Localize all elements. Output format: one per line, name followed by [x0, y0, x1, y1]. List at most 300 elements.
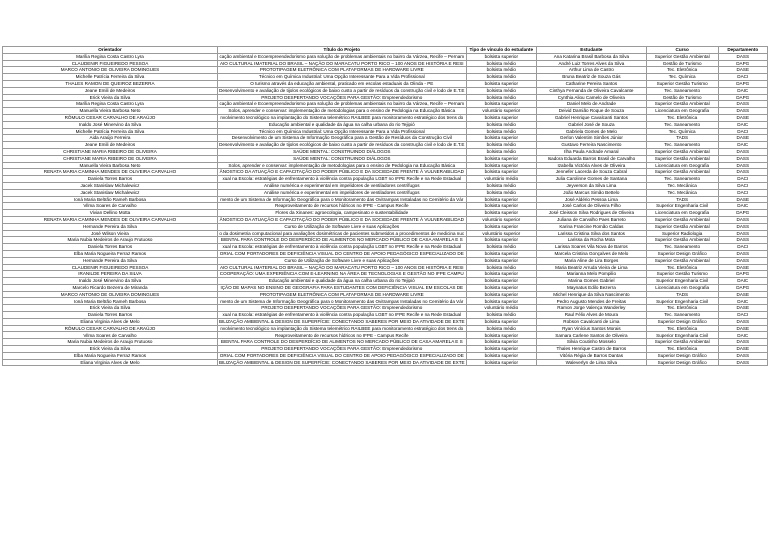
cell-departamento: DAIC [718, 87, 767, 94]
cell-tipo-vinculo: bolsista superior [466, 155, 536, 162]
cell-departamento: DAPG [718, 210, 767, 217]
cell-departamento: DAIC [718, 332, 767, 339]
cell-tipo-vinculo: bolsista médio [466, 67, 536, 74]
cell-orientador: Michelle Patrícia Ferreira da Silva [3, 128, 218, 135]
cell-estudante: Vitória Régia de Barros Dantas [536, 352, 646, 359]
cell-curso: Tec. Química [646, 74, 718, 81]
cell-departamento: DASS [718, 223, 767, 230]
cell-estudante: Catharine Pereira Santos [536, 80, 646, 87]
cell-curso: Tec. Eletrônica [646, 325, 718, 332]
cell-orientador: Ioná Maria Beltrão Rameh Barbosa [3, 196, 218, 203]
cell-orientador: Marília Regina Costa Castro Lyra [3, 101, 218, 108]
cell-departamento: DASS [718, 216, 767, 223]
cell-curso: TADS [646, 135, 718, 142]
cell-departamento: DAIC [718, 203, 767, 210]
table-row [3, 162, 768, 169]
cell-curso: Superior Engenharia Civil [646, 203, 718, 210]
cell-estudante: Gabriel Henrique Cavalcanti Santos [536, 114, 646, 121]
cell-orientador: Elba Maria Nogueira Ferraz Ramos [3, 352, 218, 359]
cell-curso: Tec. Eletrônica [646, 67, 718, 74]
table-row [3, 121, 768, 128]
table-row [3, 80, 768, 87]
table-row [3, 257, 768, 264]
cell-curso: Licenciatura em Geografia [646, 108, 718, 115]
cell-titulo-projeto: Reaproveitamento de recursos hídricos no IFPE - Campus Recife [217, 203, 466, 210]
table-row [3, 101, 768, 108]
cell-titulo-projeto: Técnico em Química Industrial: Uma Opção Interessante Para a Vida Profissional [217, 128, 466, 135]
cell-tipo-vinculo: bolsista superior [466, 162, 536, 169]
cell-orientador: Jacek Stanislaw Michalewicz [3, 189, 218, 196]
cell-estudante: Ana Katarina Brasil Barbosa da Silva [536, 53, 646, 60]
cell-curso: Superior Gestão Ambiental [646, 148, 718, 155]
cell-curso: Superior Gestão Ambiental [646, 237, 718, 244]
cell-orientador: Daniela Torres Barros [3, 176, 218, 183]
cell-departamento: DAPG [718, 94, 767, 101]
table-row [3, 189, 768, 196]
cell-departamento: DASE [718, 67, 767, 74]
cell-titulo-projeto: ÃNOSTICO DA ATUAÇÃO E CAPACITAÇÃO DO PODER PÚBLICO E DA SOCIEDADE FRENTE À VULNERABILIDAD [217, 216, 466, 223]
header-tipo-vinculo: Tipo de vínculo do estudante [466, 47, 536, 54]
cell-tipo-vinculo: bolsista médio [466, 264, 536, 271]
cell-titulo-projeto: SAÚDE MENTAL: CONSTRUINDO DIÁLOGOS [217, 148, 466, 155]
cell-orientador: Marcelo Ricardo Bezerra de Miranda [3, 284, 218, 291]
cell-orientador: RÔMULO CESAR CARVALHO DE ARAÚJO [3, 325, 218, 332]
cell-tipo-vinculo: bolsista superior [466, 169, 536, 176]
cell-departamento: DASE [718, 114, 767, 121]
table-row [3, 278, 768, 285]
cell-titulo-projeto: Educação ambiental e qualidade da água na calha urbana do rio Tejipió [217, 278, 466, 285]
header-orientador: Orientador [3, 47, 218, 54]
cell-tipo-vinculo: bolsista superior [466, 346, 536, 353]
cell-curso: Superior Gestão Ambiental [646, 101, 718, 108]
cell-estudante: Bruna Beatriz de Souza Gás [536, 74, 646, 81]
cell-curso: Tec. Eletrônica [646, 305, 718, 312]
cell-curso: Tec. Eletrônica [646, 346, 718, 353]
cell-orientador: CHRISTIANE MARIA RIBEIRO DE OLIVEIRA [3, 155, 218, 162]
cell-departamento: DASE [718, 135, 767, 142]
cell-departamento: DASE [718, 346, 767, 353]
cell-titulo-projeto: Curso de Utilização de Software Livre e suas Aplicações [217, 223, 466, 230]
cell-titulo-projeto: PROJETO DESPERTANDO VOCAÇÕES PARA GESTÃO: Empreendedorismo [217, 305, 466, 312]
cell-tipo-vinculo: bolsista médio [466, 148, 536, 155]
cell-departamento: DACI [718, 128, 767, 135]
table-row [3, 196, 768, 203]
cell-titulo-projeto: xual na Escola: estratégias de enfrentamento à violência contra população LGBT no IFPE Recife e na Rede Estadual [217, 244, 466, 251]
cell-orientador: Maria Nubia Medeiros de Araujo Frutuoso [3, 237, 218, 244]
cell-orientador: MARCO ANTONIO DE OLIVEIRA DOMINGUES [3, 67, 218, 74]
cell-curso: TADS [646, 291, 718, 298]
table-row [3, 169, 768, 176]
spreadsheet-table [2, 46, 768, 366]
cell-tipo-vinculo: bolsista superior [466, 53, 536, 60]
cell-orientador: Inaldo José Minervino da Silva [3, 121, 218, 128]
cell-orientador: Jacek Stanislaw Michalewicz [3, 182, 218, 189]
cell-curso: Tec. Saneamento [646, 87, 718, 94]
cell-departamento: DASS [718, 53, 767, 60]
cell-estudante: Maria Aline de Lira Borges [536, 257, 646, 264]
cell-departamento: DACI [718, 244, 767, 251]
cell-titulo-projeto: AIO CULTURAL IMATERIAL DO BRASIL – NAÇÃO DO MARACATU PORTO RICO – 100 ANOS DE HISTÓRIA E RESI [217, 264, 466, 271]
cell-departamento: DAPG [718, 284, 767, 291]
cell-orientador: José Wilson Vieira [3, 230, 218, 237]
cell-tipo-vinculo: bolsista médio [466, 189, 536, 196]
cell-estudante: Ryan Vinícius Santos Morais [536, 325, 646, 332]
cell-orientador: Inaldo José Minervino da Silva [3, 278, 218, 285]
cell-titulo-projeto: o da dosimetria computacional para avaliações dosimétricas de pacientes submetidos a procedimentos de medicina nuc [219, 230, 465, 236]
cell-tipo-vinculo: bolsista superior [466, 196, 536, 203]
cell-curso: Tec. Saneamento [646, 176, 718, 183]
cell-estudante: Maria Beatriz Arruda Vieira de Lima [536, 264, 646, 271]
cell-tipo-vinculo: voluntário superior [466, 216, 536, 223]
cell-departamento: DAIC [718, 121, 767, 128]
cell-titulo-projeto: xual na Escola: estratégias de enfrentamento à violência contra população LGBT no IFPE Recife e na Rede Estadual [217, 176, 466, 183]
cell-tipo-vinculo: bolsista superior [466, 339, 536, 346]
cell-curso: TADS [646, 196, 718, 203]
cell-curso: Superior Design Gráfico [646, 318, 718, 325]
table-row [3, 250, 768, 257]
table-row [3, 182, 768, 189]
cell-estudante: Maynatus Edilo Bezerra [536, 284, 646, 291]
table-row [3, 142, 768, 149]
cell-departamento: DASE [718, 291, 767, 298]
cell-departamento: DASS [718, 230, 767, 237]
cell-titulo-projeto: SAÚDE MENTAL: CONSTRUINDO DIÁLOGOS [217, 155, 466, 162]
cell-estudante: Cinthya Fernanda de Oliveira Cavalcante [536, 87, 646, 94]
cell-titulo-projeto: COOPERAÇÃO: UMA EXPERIÊNCIA COM E-LEARNING NA ÁREA DE TECNOLOGIAS E GESTÃO NO IFPE CAMPU [217, 271, 466, 278]
cell-estudante: Silvia Coutinho Mosselo [536, 339, 646, 346]
cell-estudante: Larissa da Rocha Mota [536, 237, 646, 244]
table-row [3, 237, 768, 244]
cell-estudante: Jennefer Lacerda de Souza Cabral [536, 169, 646, 176]
table-row [3, 291, 768, 298]
cell-orientador: IRANILDE PEREIRA DA SILVA [3, 271, 218, 278]
cell-departamento: DASS [718, 148, 767, 155]
cell-estudante: Marcela Cristina Gonçalves de Melo [536, 250, 646, 257]
cell-curso: Superior Gestão Turismo [646, 80, 718, 87]
cell-estudante: Raul Félix Alves de Moura [536, 312, 646, 319]
cell-orientador: Daniela Torres Barros [3, 312, 218, 319]
cell-departamento: DAIC [718, 298, 767, 305]
table-row [3, 359, 768, 366]
table-row [3, 284, 768, 291]
cell-departamento: DAPG [718, 271, 767, 278]
cell-curso: Licenciatura em Geografia [646, 284, 718, 291]
cell-orientador: CLAUDENIR FIGUEIREDO PESSOA [3, 60, 218, 67]
cell-titulo-projeto: Reaproveitamento de recursos hídricos no IFPE - Campus Recife [217, 332, 466, 339]
cell-titulo-projeto: Solos, aprender e conservar: implementação de metodologias para o ensino de Pedologia na Educação Básica [217, 162, 466, 169]
cell-curso: Superior Design Gráfico [646, 250, 718, 257]
cell-titulo-projeto: AIO CULTURAL IMATERIAL DO BRASIL – NAÇÃO DO MARACATU PORTO RICO – 100 ANOS DE HISTÓRIA E RESI [217, 60, 466, 67]
cell-tipo-vinculo: bolsista superior [466, 223, 536, 230]
cell-tipo-vinculo: bolsista médio [466, 60, 536, 67]
table-row [3, 203, 768, 210]
cell-departamento: DAIC [718, 278, 767, 285]
cell-estudante: José Cleisson Silva Rodrigues de Oliveira [536, 210, 646, 217]
cell-tipo-vinculo: bolsista médio [466, 87, 536, 94]
cell-tipo-vinculo: bolsista médio [466, 325, 536, 332]
table-row [3, 318, 768, 325]
cell-tipo-vinculo: bolsista superior [466, 298, 536, 305]
cell-curso: Superior Engenharia Civil [646, 332, 718, 339]
cell-departamento: DASS [718, 339, 767, 346]
cell-curso: Superior Gestão Ambiental [646, 223, 718, 230]
cell-departamento: DASS [718, 318, 767, 325]
cell-tipo-vinculo: bolsista superior [466, 318, 536, 325]
cell-estudante: Samara Carlene Santos de Oliveira [536, 332, 646, 339]
cell-departamento: DASS [718, 108, 767, 115]
cell-curso: Tec. Saneamento [646, 312, 718, 319]
header-estudante: Estudante [536, 47, 646, 54]
cell-titulo-projeto: ORIAL COM PORTADORES DE DEFICIÊNCIA VISUAL DO CENTRO DE APOIO PEDAGÓGICO ESPECIALIZADO DE [217, 352, 466, 359]
cell-estudante: Cynthia Aliou Camelo de Oliveira [536, 94, 646, 101]
cell-curso: Tec. Saneamento [646, 142, 718, 149]
cell-tipo-vinculo: bolsista superior [466, 80, 536, 87]
cell-titulo-projeto: PROJETO DESPERTANDO VOCAÇÕES PARA GESTÃO: Empreendedorismo [217, 94, 466, 101]
cell-curso: Licenciatura em Geografia [646, 162, 718, 169]
cell-departamento: DASS [718, 237, 767, 244]
cell-curso: Tec. Saneamento [646, 244, 718, 251]
cell-tipo-vinculo: bolsista superior [466, 250, 536, 257]
cell-curso: Superior Gestão Ambiental [646, 216, 718, 223]
cell-departamento: DASE [718, 305, 767, 312]
cell-estudante: Ilha Paula Andrade Amaral [536, 148, 646, 155]
cell-estudante: Karina Francine Romão Caldas [536, 223, 646, 230]
cell-tipo-vinculo: bolsista médio [466, 94, 536, 101]
cell-titulo-projeto: PROTOTIPAGEM ELETRÔNICA COM PLATAFORMAS DE HARDWARE LIVRE [217, 291, 466, 298]
cell-titulo-projeto: IÇÃO DE MAPAS NO ENSINO DE GEOGRAFIA PARA ESTUDANTES COM DEFICIÊNCIA VISUAL EM ESCOLAS DE [217, 284, 466, 291]
cell-orientador: Manuella Vieira Barbosa Neto [3, 162, 218, 169]
cell-departamento: DAIC [718, 142, 767, 149]
table-row [3, 244, 768, 251]
cell-curso: Gestão de Turismo [646, 94, 718, 101]
cell-estudante: José Aldério Pessoa Lima [536, 196, 646, 203]
cell-curso: Licenciatura em Geografia [646, 210, 718, 217]
cell-titulo-projeto: PROTOTIPAGEM ELETRÔNICA COM PLATAFORMAS DE HARDWARE LIVRE [217, 67, 466, 74]
cell-tipo-vinculo: bolsista médio [466, 128, 536, 135]
cell-curso: Tec. Eletrônica [646, 264, 718, 271]
cell-departamento: DACI [718, 74, 767, 81]
cell-orientador: Hernande Pereira da Silva [3, 223, 218, 230]
cell-titulo-projeto: Análise numérica e experimental em impelidores de ventiladores centrífugos [217, 182, 466, 189]
cell-titulo-projeto: ORIAL COM PORTADORES DE DEFICIÊNCIA VISUAL DO CENTRO DE APOIO PEDAGÓGICO ESPECIALIZADO DE [217, 250, 466, 257]
cell-orientador: Jeane Emili de Medeiros [3, 87, 218, 94]
cell-titulo-projeto: Técnico em Química Industrial: Uma Opção Interessante Para a Vida Profissional [217, 74, 466, 81]
cell-tipo-vinculo: bolsista superior [466, 237, 536, 244]
cell-orientador: Michelle Patrícia Ferreira da Silva [3, 74, 218, 81]
cell-estudante: Michel Henrique da Silva Nascimento [536, 291, 646, 298]
cell-tipo-vinculo: voluntário superior [466, 108, 536, 115]
cell-estudante: Robson Cavalcanti de Lima [536, 318, 646, 325]
cell-departamento: DASS [718, 169, 767, 176]
cell-orientador: Jeane Emili de Medeiros [3, 142, 218, 149]
cell-estudante: Gerlon Valentim Simões Júnior [536, 135, 646, 142]
cell-curso: Superior Gestão Ambiental [646, 53, 718, 60]
cell-tipo-vinculo: bolsista superior [466, 101, 536, 108]
cell-departamento: DASE [718, 264, 767, 271]
cell-estudante: Thales Henrique Castro de Barros [536, 346, 646, 353]
cell-curso: Superior Gestão Turismo [646, 271, 718, 278]
cell-titulo-projeto: BIENTAL PARA CONTROLE DO DESPERDÍCIO DE ALIMENTOS NO MERCADO PÚBLICO DE CASA AMARELA E S [217, 237, 466, 244]
cell-titulo-projeto: Curso de Utilização de Software Livre e suas Aplicações [217, 257, 466, 264]
cell-titulo-projeto: Flores da Xinanes: agroecologia, campesinato e sustentabilidade [217, 210, 466, 217]
cell-tipo-vinculo: bolsista superior [466, 114, 536, 121]
cell-tipo-vinculo: bolsista superior [466, 284, 536, 291]
table-row [3, 210, 768, 217]
cell-estudante: Daniel Melo de Andrade [536, 101, 646, 108]
table-row [3, 223, 768, 230]
table-row [3, 94, 768, 101]
cell-estudante: Izabella Victória Alves de Oliveira [536, 162, 646, 169]
cell-titulo-projeto: BIENTAL PARA CONTROLE DO DESPERDÍCIO DE ALIMENTOS NO MERCADO PÚBLICO DE CASA AMARELA E S [217, 339, 466, 346]
cell-orientador: Eliana Virginia Alves de Melo [3, 359, 218, 366]
cell-titulo-projeto: Desenvolvimento de um Sistema de Informação Geográfica para a Gestão de Resíduos da Construção Civil [217, 135, 466, 142]
header-departamento: Departamento [718, 47, 767, 54]
table-row [3, 305, 768, 312]
table-row [3, 67, 768, 74]
cell-orientador: Manuella Vieira Barbosa Neto [3, 108, 218, 115]
cell-curso: Superior Gestão Ambiental [646, 155, 718, 162]
cell-titulo-projeto: BILIZAÇÃO AMBIENTAL & DESIGN DE SUPERFÍCIE: CONECTANDO SABERES POR MEIO DA ATIVIDADE DE EXTE [218, 359, 465, 365]
cell-departamento: DAPG [718, 60, 767, 67]
cell-tipo-vinculo: bolsista superior [466, 278, 536, 285]
header-row [3, 47, 768, 54]
cell-tipo-vinculo: bolsista médio [466, 74, 536, 81]
cell-tipo-vinculo: bolsista superior [466, 352, 536, 359]
cell-titulo-projeto: Desenvolvimento e avaliação de tijolos ecológicos de baixo custo a partir de resíduos da construção civil e lodo de E.T.E [219, 87, 465, 93]
table-row [3, 216, 768, 223]
cell-estudante: Marina Gomes Gabriel [536, 278, 646, 285]
cell-estudante: Arthur Lima de Castro [536, 67, 646, 74]
cell-curso: Gestão de Turismo [646, 60, 718, 67]
cell-curso: Superior Gestão Ambiental [646, 257, 718, 264]
cell-orientador: THALES RAMON DE QUEIROZ BEZERRA [3, 80, 218, 87]
cell-titulo-projeto: cação ambiental e Ecoempreendedorismo para solução de problemas ambientais no bairro da Várzea, Recife – Pernam [217, 101, 466, 108]
cell-tipo-vinculo: bolsista superior [466, 291, 536, 298]
cell-curso: Superior Gestão Ambiental [646, 339, 718, 346]
cell-tipo-vinculo: voluntário médio [466, 305, 536, 312]
cell-orientador: RENATA MARIA CAMINHA MENDES DE OLIVEIRA CARVALHO [3, 169, 218, 176]
cell-orientador: Vilma Soares de Carvalho [3, 203, 218, 210]
cell-departamento: DASS [718, 352, 767, 359]
cell-curso: Tec. Mecânica [646, 189, 718, 196]
cell-orientador: Marília Regina Costa Castro Lyra [3, 53, 218, 60]
cell-estudante: Julia Carolinne Gomes de Santana [536, 176, 646, 183]
cell-tipo-vinculo: bolsista superior [466, 135, 536, 142]
cell-estudante: Larissa Cristina Silva dos Santos [536, 230, 646, 237]
cell-orientador: RENATA MARIA CAMINHA MENDES DE OLIVEIRA CARVALHO [3, 216, 218, 223]
cell-estudante: Gabriel José de Souza [536, 121, 646, 128]
cell-titulo-projeto: cação ambiental e Ecoempreendedorismo para solução de problemas ambientais no bairro da Várzea, Recife – Pernam [217, 53, 466, 60]
cell-titulo-projeto: mento de um Sistema de Informação Geográfica para o Monitoramento das Ovitrampas Instaladas no Cemitério da Vár [217, 298, 466, 305]
cell-departamento: DACI [718, 182, 767, 189]
cell-tipo-vinculo: bolsista superior [466, 257, 536, 264]
cell-curso: Superior Engenharia Civil [646, 278, 718, 285]
table-row [3, 230, 768, 237]
cell-estudante: Larissa Soares Vila Nova de Barros [536, 244, 646, 251]
table-row [3, 114, 768, 121]
cell-orientador: RÔMULO CESAR CARVALHO DE ARAÚJO [3, 114, 218, 121]
cell-curso: Tec. Química [646, 128, 718, 135]
header-titulo-projeto: Título do Projeto [217, 47, 466, 54]
cell-departamento: DASE [718, 196, 767, 203]
cell-titulo-projeto: BILIZAÇÃO AMBIENTAL & DESIGN DE SUPERFÍCIE: CONECTANDO SABERES POR MEIO DA ATIVIDADE DE EXTE [218, 318, 465, 324]
table-row [3, 60, 768, 67]
cell-orientador: Erick Vieira da Silva [3, 305, 218, 312]
cell-titulo-projeto: PROJETO DESPERTANDO VOCAÇÕES PARA GESTÃO: Empreendedorismo [217, 346, 466, 353]
cell-titulo-projeto: Educação ambiental e qualidade da água na calha urbana do rio Tejipió [217, 121, 466, 128]
cell-estudante: João Marcus Simão Bettelo [536, 189, 646, 196]
cell-tipo-vinculo: bolsista médio [466, 142, 536, 149]
cell-estudante: José Carlos de Oliveira Filho [536, 203, 646, 210]
cell-estudante: Gustavo Ferreira Nascimento [536, 142, 646, 149]
cell-curso: Superior Gestão Ambiental [646, 169, 718, 176]
cell-orientador: CHRISTIANE MARIA RIBEIRO DE OLIVEIRA [3, 148, 218, 155]
table-row [3, 298, 768, 305]
cell-titulo-projeto: mento de um Sistema de Informação Geográfica para o Monitoramento das Ovitrampas Instaladas no Cemitério da Vár [217, 196, 466, 203]
cell-departamento: DACI [718, 312, 767, 319]
table-row [3, 155, 768, 162]
cell-estudante: André Luiz Torres Alves da Silva [536, 60, 646, 67]
cell-curso: Superior Design Gráfico [646, 359, 718, 366]
table-body [3, 53, 768, 366]
cell-tipo-vinculo: bolsista superior [466, 271, 536, 278]
table-row [3, 264, 768, 271]
cell-titulo-projeto: Solos, aprender e conservar: implementação de metodologias para o ensino de Pedologia na Educação Básica [217, 108, 466, 115]
cell-tipo-vinculo: bolsista médio [466, 121, 536, 128]
cell-tipo-vinculo: bolsista superior [466, 203, 536, 210]
cell-orientador: Vilma Soares de Carvalho [3, 332, 218, 339]
cell-estudante: Juliana de Carvalho Paes Barreto [536, 216, 646, 223]
cell-departamento: DASS [718, 250, 767, 257]
table-row [3, 312, 768, 319]
cell-titulo-projeto: xual na Escola: estratégias de enfrentamento à violência contra população LGBT no IFPE Recife e na Rede Estadual [217, 312, 466, 319]
cell-estudante: Jeyverson da Silva Lima [536, 182, 646, 189]
cell-estudante: Isadora Eduarda Barros Brasil de Carvalho [536, 155, 646, 162]
cell-orientador: Aida Araújo Ferreira [3, 135, 218, 142]
cell-orientador: Erick Vieira da Silva [3, 94, 218, 101]
cell-estudante: Gabriela Gomes de Melo [536, 128, 646, 135]
cell-departamento: DAPG [718, 80, 767, 87]
cell-departamento: DASS [718, 155, 767, 162]
table-row [3, 346, 768, 353]
cell-curso: Superior Radiologia [646, 230, 718, 237]
cell-departamento: DASS [718, 101, 767, 108]
cell-titulo-projeto: Desenvolvimento e avaliação de tijolos ecológicos de baixo custo a partir de resíduos da construção civil e lodo de E.T.E [219, 142, 465, 148]
cell-orientador: Vivian Dellino Motta [3, 210, 218, 217]
cell-titulo-projeto: ÃNOSTICO DA ATUAÇÃO E CAPACITAÇÃO DO PODER PÚBLICO E DA SOCIEDADE FRENTE À VULNERABILIDAD [217, 169, 466, 176]
table-row [3, 352, 768, 359]
cell-orientador: Eliana Virginia Alves de Melo [3, 318, 218, 325]
cell-estudante: Waleverlyn de Lima Silva [536, 359, 646, 366]
cell-titulo-projeto: nvolvimento tecnológico na implantação do Sistema telemétrico RAILBEE para monitoramento estratégico dos trens do [217, 325, 466, 332]
cell-tipo-vinculo: bolsista médio [466, 244, 536, 251]
cell-tipo-vinculo: bolsista superior [466, 210, 536, 217]
cell-estudante: Deivid Damião Roque de Souza [536, 108, 646, 115]
cell-orientador: MARCO ANTONIO DE OLIVEIRA DOMINGUES [3, 291, 218, 298]
cell-curso: Superior Engenharia Civil [646, 298, 718, 305]
cell-estudante: Pedro Augusto Mendes de Freitas [536, 298, 646, 305]
table-row [3, 135, 768, 142]
cell-departamento: DACI [718, 189, 767, 196]
table-row [3, 128, 768, 135]
cell-estudante: Ramon Jorge Valença Wanderley [536, 305, 646, 312]
cell-departamento: DASS [718, 162, 767, 169]
cell-titulo-projeto: nvolvimento tecnológico na implantação do Sistema telemétrico RAILBEE para monitoramento estratégico dos trens do [217, 114, 466, 121]
cell-curso: Tec. Mecânica [646, 182, 718, 189]
cell-departamento: DACI [718, 176, 767, 183]
cell-orientador: Daniela Torres Barros [3, 244, 218, 251]
cell-titulo-projeto: O turismo através da educação ambiental, praticado em escolas estaduais da Olinda - PE [217, 80, 466, 87]
